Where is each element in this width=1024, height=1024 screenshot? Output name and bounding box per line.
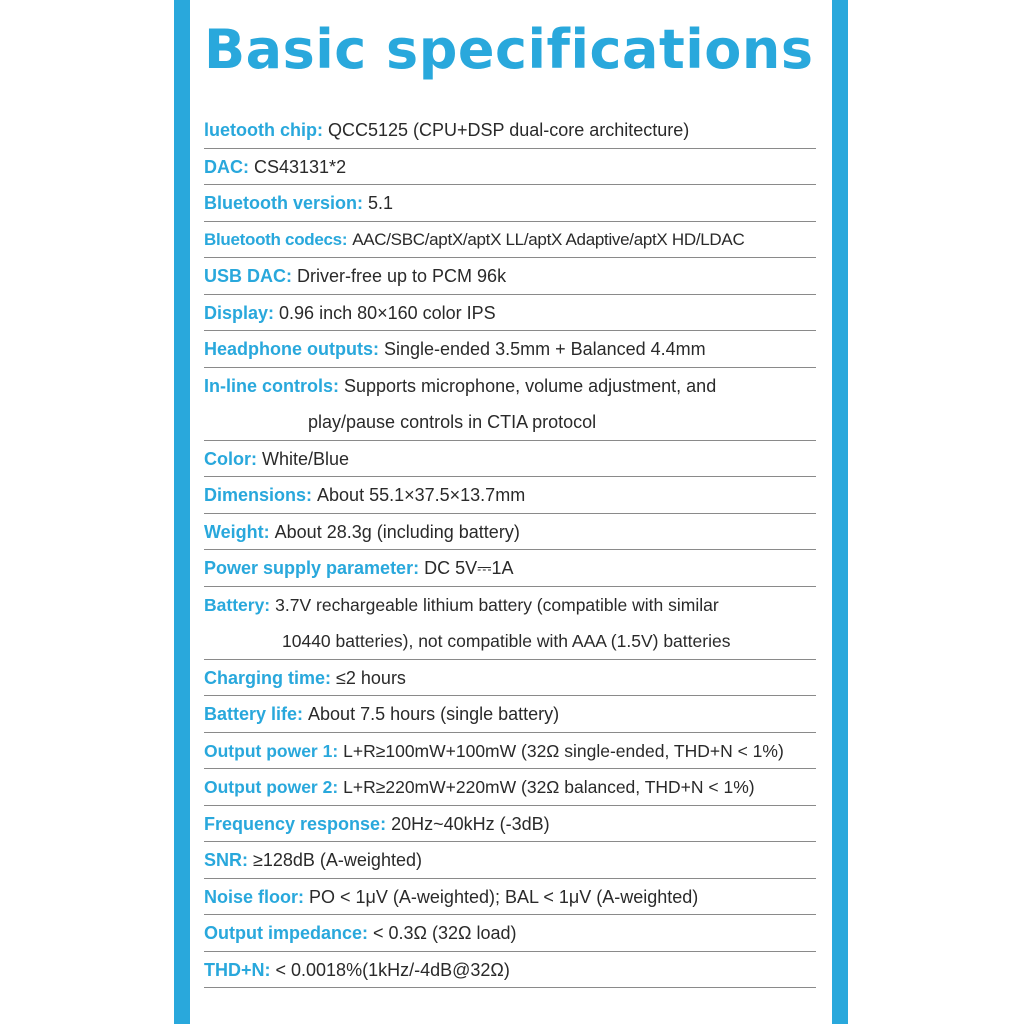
spec-row-power-supply bbox=[204, 550, 816, 587]
left-accent-bar bbox=[174, 0, 190, 1024]
spec-row-snr bbox=[204, 842, 816, 879]
spec-value: 0.96 inch 80×160 color IPS bbox=[279, 302, 496, 323]
spec-value: < 0.3Ω (32Ω load) bbox=[373, 923, 517, 943]
spec-value: L+R≥100mW+100mW (32Ω single-ended, THD+N < 1%) bbox=[343, 740, 784, 761]
spec-value: About 28.3g (including battery) bbox=[274, 521, 520, 542]
spec-row-weight bbox=[204, 514, 816, 551]
spec-row-display bbox=[204, 295, 816, 332]
spec-value: Single-ended 3.5mm + Balanced 4.4mm bbox=[383, 339, 706, 359]
right-accent-bar bbox=[832, 0, 848, 1024]
spec-list bbox=[204, 112, 816, 988]
spec-value-continued: play/pause controls in CTIA protocol bbox=[308, 412, 597, 432]
spec-row-thd-n bbox=[204, 952, 816, 989]
spec-row-bluetooth-codecs bbox=[204, 222, 816, 259]
spec-row-bluetooth-chip bbox=[204, 112, 816, 149]
spec-value: Driver-free up to PCM 96k bbox=[297, 266, 507, 286]
spec-row-battery bbox=[204, 587, 816, 660]
spec-row-usb-dac bbox=[204, 258, 816, 295]
spec-key: Noise floor: bbox=[204, 886, 305, 907]
spec-value: 20Hz~40kHz (-3dB) bbox=[391, 813, 550, 834]
spec-key: Battery life: bbox=[204, 704, 304, 724]
spec-key: THD+N: bbox=[204, 959, 271, 980]
spec-key: USB DAC: bbox=[204, 266, 292, 286]
spec-row-charging-time bbox=[204, 660, 816, 697]
page-title: Basic specifications bbox=[204, 18, 814, 81]
spec-value: 5.1 bbox=[368, 193, 394, 213]
spec-row-output-power-2 bbox=[204, 769, 816, 806]
spec-row-output-impedance bbox=[204, 915, 816, 952]
spec-key: Bluetooth codecs: bbox=[204, 229, 348, 249]
spec-key: Battery: bbox=[204, 594, 271, 615]
spec-key: luetooth chip: bbox=[204, 120, 323, 140]
spec-key: Output power 2: bbox=[204, 777, 339, 797]
spec-row-frequency-response bbox=[204, 806, 816, 843]
spec-key: Output impedance: bbox=[204, 923, 369, 943]
spec-key: Charging time: bbox=[204, 667, 332, 688]
spec-key: Power supply parameter: bbox=[204, 558, 420, 578]
spec-value: ≤2 hours bbox=[336, 667, 406, 688]
spec-row-noise-floor bbox=[204, 879, 816, 916]
spec-row-battery-life bbox=[204, 696, 816, 733]
spec-row-dimensions bbox=[204, 477, 816, 514]
spec-key: SNR: bbox=[204, 850, 248, 870]
spec-value: < 0.0018%(1kHz/-4dB@32Ω) bbox=[275, 959, 510, 980]
spec-key: Headphone outputs: bbox=[204, 339, 379, 359]
spec-row-dac bbox=[204, 149, 816, 186]
spec-key: Bluetooth version: bbox=[204, 193, 364, 213]
spec-key: Weight: bbox=[204, 521, 270, 542]
spec-row-headphone-outputs bbox=[204, 331, 816, 368]
spec-row-color bbox=[204, 441, 816, 478]
spec-key: Output power 1: bbox=[204, 740, 339, 761]
spec-row-output-power-1 bbox=[204, 733, 816, 770]
spec-value: DC 5V⎓1A bbox=[424, 558, 514, 578]
spec-key: Dimensions: bbox=[204, 485, 313, 505]
spec-value: Supports microphone, volume adjustment, and bbox=[344, 375, 717, 396]
spec-value: L+R≥220mW+220mW (32Ω balanced, THD+N < 1%) bbox=[343, 777, 755, 797]
spec-value: White/Blue bbox=[262, 448, 350, 469]
spec-key: Display: bbox=[204, 302, 275, 323]
spec-value: ≥128dB (A-weighted) bbox=[253, 850, 422, 870]
spec-value: QCC5125 (CPU+DSP dual-core architecture) bbox=[327, 120, 690, 140]
spec-value: PO < 1μV (A-weighted); BAL < 1μV (A-weighted) bbox=[309, 886, 699, 907]
spec-value-continued: 10440 batteries), not compatible with AAA (1.5V) batteries bbox=[282, 631, 731, 651]
spec-row-bluetooth-version bbox=[204, 185, 816, 222]
spec-value: About 55.1×37.5×13.7mm bbox=[317, 485, 526, 505]
spec-value: About 7.5 hours (single battery) bbox=[308, 704, 560, 724]
spec-value: 3.7V rechargeable lithium battery (compatible with similar bbox=[275, 594, 719, 615]
spec-key: In-line controls: bbox=[204, 375, 339, 396]
spec-value: CS43131*2 bbox=[254, 156, 347, 177]
spec-key: Frequency response: bbox=[204, 813, 387, 834]
spec-key: DAC: bbox=[204, 156, 249, 177]
spec-key: Color: bbox=[204, 448, 257, 469]
spec-row-in-line-controls bbox=[204, 368, 816, 441]
spec-value: AAC/SBC/aptX/aptX LL/aptX Adaptive/aptX HD/LDAC bbox=[352, 229, 745, 249]
